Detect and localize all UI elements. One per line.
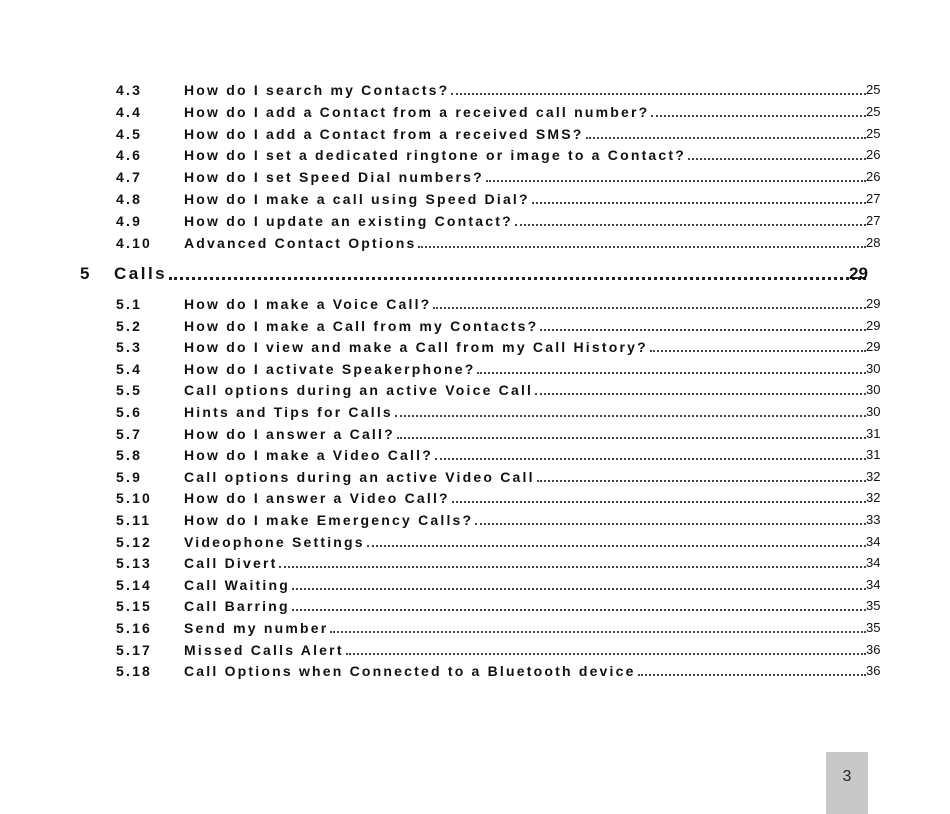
toc-entry-leader [184,337,866,357]
toc-entry-leader [184,553,866,573]
toc-dot-leader [279,566,866,568]
toc-entry-row[interactable] [0,445,950,465]
toc-entry-title: How do I set a dedicated ringtone or image to a Contact? [184,147,687,164]
toc-dot-leader [451,93,866,95]
toc-dot-leader [330,631,866,633]
toc-dot-leader [367,545,866,547]
toc-entry-leader [184,211,866,231]
toc-entry-row[interactable] [0,167,950,187]
toc-entry-number: 5.4 [116,360,143,377]
toc-entry-number: 5.17 [116,641,153,658]
toc-entry-number: 5.5 [116,382,143,399]
toc-entry-page: 31 [866,425,881,441]
toc-entry-number: 5.9 [116,468,143,485]
toc-entry-leader [184,316,866,336]
toc-entry-number: 5.10 [116,490,153,507]
toc-entry-row[interactable] [0,80,950,100]
toc-entry-page: 26 [866,147,881,163]
toc-entry-title: How do I activate Speakerphone? [184,360,476,377]
toc-dot-leader [540,329,866,331]
toc-entry-row[interactable] [0,337,950,357]
toc-entry-number: 4.8 [116,191,143,207]
toc-entry-page: 30 [866,404,881,419]
toc-dot-leader [537,480,866,482]
toc-section-title: Calls [114,262,169,286]
toc-entry-page: 25 [866,103,881,119]
toc-dot-leader [292,588,866,590]
toc-entry-number: 4.10 [116,234,153,251]
toc-entry-row[interactable] [0,189,950,209]
toc-entry-number: 5.14 [116,576,153,593]
toc-dot-leader [535,393,866,395]
toc-section-row[interactable] [0,262,950,286]
toc-entry-row[interactable] [0,532,950,552]
toc-entry-number: 4.6 [116,147,143,164]
toc-entry-title: How do I add a Contact from a received SMS? [184,125,584,142]
toc-entry-leader [184,575,866,595]
toc-dot-leader [477,372,866,374]
toc-entry-row[interactable] [0,124,950,144]
toc-entry-title: Call Divert [184,555,278,572]
toc-dot-leader [397,437,866,439]
toc-entry-row[interactable] [0,510,950,530]
toc-entry-title: Hints and Tips for Calls [184,404,393,420]
toc-entry-row[interactable] [0,402,950,422]
toc-entry-number: 4.5 [116,125,143,142]
toc-entry-leader [184,380,866,400]
toc-entry-leader [184,467,866,487]
toc-entry-title: How do I make Emergency Calls? [184,512,474,528]
toc-entry-row[interactable] [0,359,950,379]
toc-entry-leader [184,189,866,209]
toc-entry-page: 28 [866,234,881,250]
toc-entry-leader [184,596,866,616]
toc-entry-row[interactable] [0,380,950,400]
toc-entry-leader [184,233,866,253]
toc-entry-page: 34 [866,555,881,571]
page-number-box [826,752,868,814]
toc-entry-row[interactable] [0,553,950,573]
toc-entry-title: How do I make a call using Speed Dial? [184,191,530,207]
toc-section-page: 29 [849,264,868,283]
toc-entry-leader [184,124,866,144]
toc-entry-page: 32 [866,468,881,484]
toc-entry-title: How do I set Speed Dial numbers? [184,169,484,186]
toc-entry-number: 5.6 [116,404,143,420]
toc-entry-leader [184,661,866,681]
toc-entry-title: How do I add a Contact from a received call number? [184,103,650,120]
toc-entry-leader [184,359,866,379]
toc-dot-leader [650,350,866,352]
toc-entry-row[interactable] [0,640,950,660]
toc-entry-page: 35 [866,620,881,635]
toc-entry-leader [184,445,866,465]
toc-entry-title: Call Options when Connected to a Bluetooth device [184,663,636,680]
toc-entry-page: 27 [866,191,881,206]
toc-entry-page: 29 [866,339,881,355]
toc-entry-leader [184,102,866,122]
page-number: 3 [842,768,852,785]
toc-entry-leader [184,167,866,187]
toc-entry-title: Call options during an active Video Call [184,468,535,485]
toc-dot-leader [346,653,866,655]
toc-entry-page: 34 [866,533,881,549]
toc-entry-title: Send my number [184,620,329,636]
toc-entry-number: 4.3 [116,82,143,98]
toc-entry-row[interactable] [0,294,950,314]
toc-entry-row[interactable] [0,211,950,231]
toc-dot-leader [651,115,866,117]
toc-entry-title: Missed Calls Alert [184,641,344,658]
toc-dot-leader [169,277,866,280]
toc-entry-number: 5.11 [116,512,152,528]
toc-dot-leader [586,137,866,139]
toc-section-number: 5 [80,264,91,283]
toc-entry-number: 5.16 [116,620,153,636]
toc-entry-page: 36 [866,663,881,679]
toc-dot-leader [452,501,866,503]
toc-dot-leader [292,609,866,611]
toc-entry-row[interactable] [0,424,950,444]
toc-entry-row[interactable] [0,233,950,253]
toc-entry-row[interactable] [0,145,950,165]
toc-dot-leader [688,158,866,160]
toc-entry-title: Call options during an active Voice Call [184,382,534,399]
toc-dot-leader [532,202,866,204]
toc-entry-title: How do I answer a Call? [184,425,395,442]
toc-dot-leader [486,180,866,182]
toc-entry-title: Call Barring [184,598,290,615]
toc-entry-page: 33 [866,512,881,527]
toc-entry-number: 5.7 [116,425,143,442]
toc-entry-page: 30 [866,360,881,376]
toc-dot-leader [395,415,866,417]
toc-dot-leader [435,458,866,460]
toc-entry-row[interactable] [0,488,950,508]
toc-entry-row[interactable] [0,661,950,681]
toc-entry-number: 5.3 [116,339,143,356]
toc-entry-title: How do I search my Contacts? [184,82,450,98]
toc-entry-page: 29 [866,317,881,333]
toc-entry-number: 4.9 [116,212,143,229]
toc-entry-page: 26 [866,169,881,185]
toc-entry-title: Advanced Contact Options [184,234,417,251]
toc-entry-page: 32 [866,490,881,506]
toc-entry-leader [184,294,866,314]
toc-dot-leader [418,246,866,248]
toc-entry-row[interactable] [0,596,950,616]
toc-entry-number: 5.12 [116,533,153,550]
toc-entry-page: 36 [866,641,881,657]
toc-entry-number: 5.2 [116,317,143,334]
toc-entry-row[interactable] [0,618,950,638]
toc-entry-title: How do I answer a Video Call? [184,490,450,507]
toc-entry-number: 4.4 [116,103,143,120]
toc-dot-leader [475,523,866,525]
toc-entry-number: 4.7 [116,169,143,186]
toc-entry-page: 25 [866,82,881,97]
toc-section-leader [114,262,866,286]
toc-entry-number: 5.13 [116,555,153,572]
toc-entry-title: Videophone Settings [184,533,365,550]
toc-entry-page: 30 [866,382,881,398]
toc-entry-leader [184,640,866,660]
toc-entry-title: How do I update an existing Contact? [184,212,513,229]
toc-entry-leader [184,532,866,552]
toc-entry-number: 5.8 [116,447,143,464]
toc-entry-page: 25 [866,125,881,141]
toc-entry-leader [184,488,866,508]
toc-entry-leader [184,80,866,100]
toc-entry-page: 31 [866,447,881,463]
toc-entry-title: How do I make a Voice Call? [184,296,432,312]
toc-entry-row[interactable] [0,316,950,336]
toc-entry-title: Call Waiting [184,576,290,593]
toc-entry-number: 5.18 [116,663,153,680]
toc-entry-row[interactable] [0,575,950,595]
toc-entry-leader [184,145,866,165]
toc-entry-number: 5.15 [116,598,153,615]
toc-entry-title: How do I view and make a Call from my Call History? [184,339,648,356]
toc-entry-page: 35 [866,598,881,614]
toc-entry-leader [184,402,866,422]
toc-entry-leader [184,618,866,638]
toc-entry-page: 29 [866,296,881,311]
toc-entry-leader [184,424,866,444]
toc-entry-row[interactable] [0,467,950,487]
toc-entry-page: 34 [866,576,881,592]
toc-dot-leader [515,224,866,226]
toc-entry-leader [184,510,866,530]
toc-dot-leader [638,674,866,676]
toc-dot-leader [433,307,866,309]
toc-entry-number: 5.1 [116,296,143,312]
toc-entry-title: How do I make a Video Call? [184,447,433,464]
toc-entry-page: 27 [866,212,881,228]
toc-entry-title: How do I make a Call from my Contacts? [184,317,539,334]
toc-entry-row[interactable] [0,102,950,122]
